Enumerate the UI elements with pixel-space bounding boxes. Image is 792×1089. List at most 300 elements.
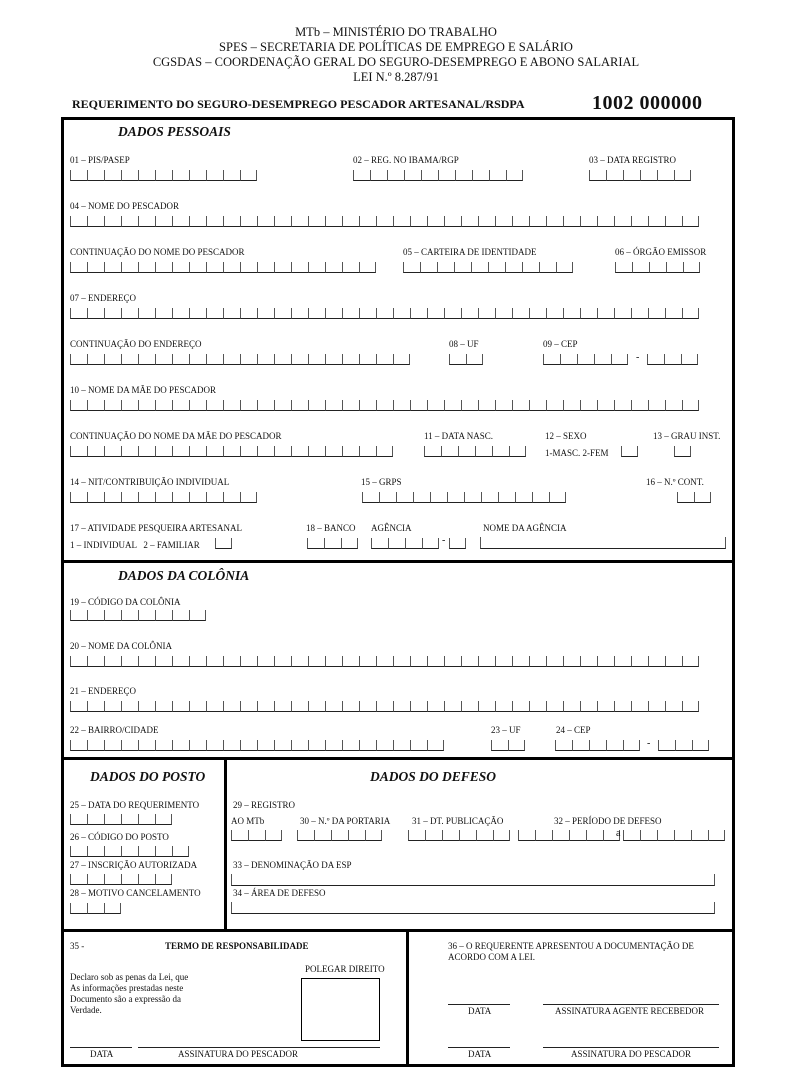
inscricao-autorizada-field[interactable] — [70, 874, 172, 885]
char-cell[interactable] — [138, 308, 155, 319]
char-cell[interactable] — [631, 216, 648, 227]
char-cell[interactable] — [580, 216, 597, 227]
char-cell[interactable] — [342, 740, 359, 751]
char-cell[interactable] — [495, 656, 512, 667]
char-cell[interactable] — [589, 170, 606, 181]
char-cell[interactable] — [498, 492, 515, 503]
char-cell[interactable] — [206, 701, 223, 712]
char-cell[interactable] — [104, 610, 121, 621]
char-cell[interactable] — [478, 400, 495, 411]
char-cell[interactable] — [420, 262, 437, 273]
char-cell[interactable] — [297, 830, 314, 841]
char-cell[interactable] — [410, 308, 427, 319]
char-cell[interactable] — [552, 830, 569, 841]
char-cell[interactable] — [410, 656, 427, 667]
char-cell[interactable] — [563, 701, 580, 712]
char-cell[interactable] — [674, 830, 691, 841]
char-cell[interactable] — [206, 656, 223, 667]
char-cell[interactable] — [121, 874, 138, 885]
char-cell[interactable] — [206, 400, 223, 411]
char-cell[interactable] — [614, 701, 631, 712]
char-cell[interactable] — [631, 400, 648, 411]
char-cell[interactable] — [408, 830, 425, 841]
char-cell[interactable] — [614, 216, 631, 227]
char-cell[interactable] — [359, 446, 376, 457]
char-cell[interactable] — [189, 701, 206, 712]
char-cell[interactable] — [121, 701, 138, 712]
char-cell[interactable] — [138, 874, 155, 885]
char-cell[interactable] — [359, 262, 376, 273]
char-cell[interactable] — [155, 446, 172, 457]
endereco-field[interactable] — [70, 308, 699, 319]
char-cell[interactable] — [640, 830, 657, 841]
char-cell[interactable] — [466, 354, 483, 365]
char-cell[interactable] — [495, 216, 512, 227]
char-cell[interactable] — [546, 656, 563, 667]
char-cell[interactable] — [403, 262, 420, 273]
char-cell[interactable] — [121, 846, 138, 857]
char-cell[interactable] — [308, 354, 325, 365]
char-cell[interactable] — [206, 354, 223, 365]
char-cell[interactable] — [274, 701, 291, 712]
char-cell[interactable] — [682, 656, 699, 667]
char-cell[interactable] — [155, 170, 172, 181]
char-cell[interactable] — [580, 656, 597, 667]
char-cell[interactable] — [459, 830, 476, 841]
char-cell[interactable] — [257, 656, 274, 667]
char-cell[interactable] — [594, 354, 611, 365]
char-cell[interactable] — [606, 170, 623, 181]
char-cell[interactable] — [648, 216, 665, 227]
char-cell[interactable] — [87, 740, 104, 751]
char-cell[interactable] — [308, 701, 325, 712]
char-cell[interactable] — [104, 216, 121, 227]
char-cell[interactable] — [189, 492, 206, 503]
char-cell[interactable] — [325, 308, 342, 319]
char-cell[interactable] — [121, 354, 138, 365]
char-cell[interactable] — [359, 354, 376, 365]
char-cell[interactable] — [172, 446, 189, 457]
char-cell[interactable] — [648, 400, 665, 411]
data-registro-field[interactable] — [589, 170, 691, 181]
char-cell[interactable] — [240, 492, 257, 503]
char-cell[interactable] — [359, 216, 376, 227]
char-cell[interactable] — [458, 446, 475, 457]
char-cell[interactable] — [529, 701, 546, 712]
char-cell[interactable] — [121, 814, 138, 825]
area-defeso-field[interactable] — [231, 902, 715, 914]
char-cell[interactable] — [359, 656, 376, 667]
char-cell[interactable] — [437, 262, 454, 273]
char-cell[interactable] — [70, 846, 87, 857]
char-cell[interactable] — [614, 400, 631, 411]
char-cell[interactable] — [121, 610, 138, 621]
char-cell[interactable] — [70, 446, 87, 457]
char-cell[interactable] — [478, 701, 495, 712]
char-cell[interactable] — [104, 170, 121, 181]
char-cell[interactable] — [614, 308, 631, 319]
char-cell[interactable] — [121, 262, 138, 273]
pis-pasep-field[interactable] — [70, 170, 257, 181]
char-cell[interactable] — [240, 308, 257, 319]
char-cell[interactable] — [478, 656, 495, 667]
char-cell[interactable] — [155, 874, 172, 885]
char-cell[interactable] — [70, 308, 87, 319]
char-cell[interactable] — [393, 216, 410, 227]
char-cell[interactable] — [371, 538, 388, 549]
char-cell[interactable] — [189, 170, 206, 181]
char-cell[interactable] — [138, 846, 155, 857]
char-cell[interactable] — [324, 538, 341, 549]
nome-mae-field[interactable] — [70, 400, 699, 411]
endereco-colonia-field[interactable] — [70, 701, 699, 712]
char-cell[interactable] — [325, 262, 342, 273]
char-cell[interactable] — [664, 354, 681, 365]
char-cell[interactable] — [522, 262, 539, 273]
char-cell[interactable] — [291, 262, 308, 273]
registro-mtb-field[interactable] — [231, 830, 282, 841]
char-cell[interactable] — [291, 400, 308, 411]
char-cell[interactable] — [586, 830, 603, 841]
char-cell[interactable] — [461, 656, 478, 667]
agencia-field[interactable] — [371, 538, 439, 549]
char-cell[interactable] — [495, 701, 512, 712]
char-cell[interactable] — [556, 262, 573, 273]
char-cell[interactable] — [674, 170, 691, 181]
char-cell[interactable] — [87, 846, 104, 857]
char-cell[interactable] — [87, 446, 104, 457]
char-cell[interactable] — [512, 216, 529, 227]
char-cell[interactable] — [265, 830, 282, 841]
char-cell[interactable] — [215, 538, 232, 549]
char-cell[interactable] — [393, 308, 410, 319]
char-cell[interactable] — [555, 740, 572, 751]
char-cell[interactable] — [70, 701, 87, 712]
char-cell[interactable] — [70, 610, 87, 621]
char-cell[interactable] — [370, 170, 387, 181]
char-cell[interactable] — [491, 740, 508, 751]
char-cell[interactable] — [138, 656, 155, 667]
char-cell[interactable] — [444, 656, 461, 667]
char-cell[interactable] — [683, 262, 700, 273]
char-cell[interactable] — [353, 170, 370, 181]
char-cell[interactable] — [471, 262, 488, 273]
char-cell[interactable] — [424, 446, 441, 457]
char-cell[interactable] — [291, 354, 308, 365]
char-cell[interactable] — [87, 701, 104, 712]
char-cell[interactable] — [438, 170, 455, 181]
char-cell[interactable] — [648, 701, 665, 712]
uf-field[interactable] — [449, 354, 483, 365]
char-cell[interactable] — [138, 814, 155, 825]
char-cell[interactable] — [87, 656, 104, 667]
cep-colonia-part2[interactable] — [658, 740, 709, 751]
char-cell[interactable] — [206, 170, 223, 181]
char-cell[interactable] — [518, 830, 535, 841]
char-cell[interactable] — [376, 216, 393, 227]
char-cell[interactable] — [682, 308, 699, 319]
char-cell[interactable] — [138, 216, 155, 227]
char-cell[interactable] — [348, 830, 365, 841]
char-cell[interactable] — [359, 400, 376, 411]
char-cell[interactable] — [597, 216, 614, 227]
char-cell[interactable] — [308, 656, 325, 667]
char-cell[interactable] — [325, 446, 342, 457]
char-cell[interactable] — [376, 701, 393, 712]
char-cell[interactable] — [478, 308, 495, 319]
cep-field-part2[interactable] — [647, 354, 698, 365]
char-cell[interactable] — [427, 216, 444, 227]
char-cell[interactable] — [665, 216, 682, 227]
char-cell[interactable] — [308, 262, 325, 273]
char-cell[interactable] — [104, 354, 121, 365]
char-cell[interactable] — [674, 446, 691, 457]
codigo-posto-field[interactable] — [70, 846, 189, 857]
char-cell[interactable] — [138, 446, 155, 457]
char-cell[interactable] — [121, 216, 138, 227]
char-cell[interactable] — [657, 170, 674, 181]
char-cell[interactable] — [155, 656, 172, 667]
char-cell[interactable] — [104, 814, 121, 825]
char-cell[interactable] — [404, 170, 421, 181]
char-cell[interactable] — [172, 308, 189, 319]
char-cell[interactable] — [87, 354, 104, 365]
char-cell[interactable] — [189, 308, 206, 319]
banco-field[interactable] — [307, 538, 358, 549]
char-cell[interactable] — [172, 400, 189, 411]
char-cell[interactable] — [677, 492, 694, 503]
char-cell[interactable] — [393, 400, 410, 411]
char-cell[interactable] — [138, 400, 155, 411]
char-cell[interactable] — [274, 740, 291, 751]
periodo-defeso-fim-field[interactable] — [623, 830, 725, 841]
char-cell[interactable] — [189, 740, 206, 751]
char-cell[interactable] — [495, 308, 512, 319]
char-cell[interactable] — [155, 262, 172, 273]
char-cell[interactable] — [508, 740, 525, 751]
continuacao-nome-field[interactable] — [70, 262, 376, 273]
char-cell[interactable] — [631, 701, 648, 712]
char-cell[interactable] — [427, 701, 444, 712]
char-cell[interactable] — [427, 656, 444, 667]
char-cell[interactable] — [476, 830, 493, 841]
char-cell[interactable] — [647, 354, 664, 365]
char-cell[interactable] — [492, 446, 509, 457]
char-cell[interactable] — [87, 492, 104, 503]
char-cell[interactable] — [376, 308, 393, 319]
char-cell[interactable] — [87, 814, 104, 825]
char-cell[interactable] — [70, 814, 87, 825]
char-cell[interactable] — [257, 308, 274, 319]
char-cell[interactable] — [359, 740, 376, 751]
char-cell[interactable] — [342, 446, 359, 457]
char-cell[interactable] — [138, 492, 155, 503]
char-cell[interactable] — [441, 446, 458, 457]
atividade-field[interactable] — [215, 538, 232, 549]
char-cell[interactable] — [121, 446, 138, 457]
char-cell[interactable] — [342, 400, 359, 411]
cep-field-part1[interactable] — [543, 354, 628, 365]
char-cell[interactable] — [155, 610, 172, 621]
char-cell[interactable] — [189, 400, 206, 411]
char-cell[interactable] — [206, 446, 223, 457]
char-cell[interactable] — [597, 701, 614, 712]
char-cell[interactable] — [325, 354, 342, 365]
char-cell[interactable] — [444, 400, 461, 411]
numero-portaria-field[interactable] — [297, 830, 382, 841]
char-cell[interactable] — [614, 656, 631, 667]
char-cell[interactable] — [104, 446, 121, 457]
char-cell[interactable] — [666, 262, 683, 273]
bairro-cidade-field[interactable] — [70, 740, 444, 751]
char-cell[interactable] — [631, 308, 648, 319]
char-cell[interactable] — [308, 400, 325, 411]
char-cell[interactable] — [325, 656, 342, 667]
char-cell[interactable] — [206, 216, 223, 227]
char-cell[interactable] — [138, 262, 155, 273]
codigo-colonia-field[interactable] — [70, 610, 206, 621]
char-cell[interactable] — [464, 492, 481, 503]
char-cell[interactable] — [539, 262, 556, 273]
char-cell[interactable] — [172, 740, 189, 751]
denominacao-esp-field[interactable] — [231, 874, 715, 886]
char-cell[interactable] — [580, 308, 597, 319]
char-cell[interactable] — [393, 740, 410, 751]
char-cell[interactable] — [478, 216, 495, 227]
char-cell[interactable] — [325, 701, 342, 712]
char-cell[interactable] — [493, 830, 510, 841]
data-nascimento-field[interactable] — [424, 446, 526, 457]
char-cell[interactable] — [682, 216, 699, 227]
char-cell[interactable] — [70, 656, 87, 667]
char-cell[interactable] — [342, 262, 359, 273]
char-cell[interactable] — [138, 170, 155, 181]
char-cell[interactable] — [455, 170, 472, 181]
char-cell[interactable] — [376, 446, 393, 457]
char-cell[interactable] — [342, 308, 359, 319]
char-cell[interactable] — [257, 262, 274, 273]
ibama-rgp-field[interactable] — [353, 170, 523, 181]
continuacao-endereco-field[interactable] — [70, 354, 410, 365]
char-cell[interactable] — [461, 216, 478, 227]
char-cell[interactable] — [640, 170, 657, 181]
char-cell[interactable] — [291, 701, 308, 712]
char-cell[interactable] — [410, 400, 427, 411]
char-cell[interactable] — [70, 170, 87, 181]
char-cell[interactable] — [104, 492, 121, 503]
char-cell[interactable] — [274, 656, 291, 667]
char-cell[interactable] — [325, 400, 342, 411]
char-cell[interactable] — [172, 610, 189, 621]
char-cell[interactable] — [325, 740, 342, 751]
char-cell[interactable] — [223, 446, 240, 457]
char-cell[interactable] — [223, 354, 240, 365]
char-cell[interactable] — [543, 354, 560, 365]
char-cell[interactable] — [563, 400, 580, 411]
char-cell[interactable] — [240, 354, 257, 365]
char-cell[interactable] — [70, 903, 87, 914]
char-cell[interactable] — [257, 400, 274, 411]
grau-instrucao-field[interactable] — [674, 446, 691, 457]
char-cell[interactable] — [240, 170, 257, 181]
char-cell[interactable] — [87, 874, 104, 885]
char-cell[interactable] — [104, 903, 121, 914]
char-cell[interactable] — [597, 400, 614, 411]
char-cell[interactable] — [189, 262, 206, 273]
fisher-signature-line[interactable] — [543, 1046, 719, 1048]
char-cell[interactable] — [155, 814, 172, 825]
char-cell[interactable] — [189, 446, 206, 457]
periodo-defeso-inicio-field[interactable] — [518, 830, 620, 841]
char-cell[interactable] — [597, 308, 614, 319]
char-cell[interactable] — [172, 656, 189, 667]
uf-colonia-field[interactable] — [491, 740, 525, 751]
char-cell[interactable] — [413, 492, 430, 503]
char-cell[interactable] — [692, 740, 709, 751]
char-cell[interactable] — [665, 308, 682, 319]
char-cell[interactable] — [104, 846, 121, 857]
char-cell[interactable] — [621, 446, 638, 457]
char-cell[interactable] — [577, 354, 594, 365]
signature-line[interactable] — [138, 1046, 380, 1048]
char-cell[interactable] — [274, 354, 291, 365]
char-cell[interactable] — [70, 216, 87, 227]
char-cell[interactable] — [189, 656, 206, 667]
char-cell[interactable] — [405, 538, 422, 549]
char-cell[interactable] — [70, 492, 87, 503]
char-cell[interactable] — [223, 262, 240, 273]
char-cell[interactable] — [611, 354, 628, 365]
char-cell[interactable] — [606, 740, 623, 751]
char-cell[interactable] — [87, 610, 104, 621]
char-cell[interactable] — [475, 446, 492, 457]
char-cell[interactable] — [623, 740, 640, 751]
char-cell[interactable] — [172, 354, 189, 365]
char-cell[interactable] — [70, 874, 87, 885]
char-cell[interactable] — [104, 740, 121, 751]
char-cell[interactable] — [172, 262, 189, 273]
char-cell[interactable] — [231, 830, 248, 841]
sexo-field[interactable] — [621, 446, 638, 457]
char-cell[interactable] — [430, 492, 447, 503]
char-cell[interactable] — [172, 492, 189, 503]
char-cell[interactable] — [580, 400, 597, 411]
char-cell[interactable] — [206, 492, 223, 503]
char-cell[interactable] — [172, 170, 189, 181]
char-cell[interactable] — [172, 846, 189, 857]
char-cell[interactable] — [444, 216, 461, 227]
char-cell[interactable] — [427, 308, 444, 319]
char-cell[interactable] — [308, 308, 325, 319]
nome-agencia-field[interactable] — [480, 537, 726, 549]
char-cell[interactable] — [87, 903, 104, 914]
char-cell[interactable] — [240, 262, 257, 273]
char-cell[interactable] — [563, 216, 580, 227]
carteira-identidade-field[interactable] — [403, 262, 573, 273]
char-cell[interactable] — [206, 740, 223, 751]
char-cell[interactable] — [257, 740, 274, 751]
nome-colonia-field[interactable] — [70, 656, 699, 667]
char-cell[interactable] — [376, 656, 393, 667]
char-cell[interactable] — [87, 400, 104, 411]
agencia-digito-field[interactable] — [449, 538, 466, 549]
char-cell[interactable] — [682, 400, 699, 411]
nome-pescador-field[interactable] — [70, 216, 699, 227]
char-cell[interactable] — [342, 701, 359, 712]
char-cell[interactable] — [121, 492, 138, 503]
char-cell[interactable] — [569, 830, 586, 841]
char-cell[interactable] — [308, 446, 325, 457]
